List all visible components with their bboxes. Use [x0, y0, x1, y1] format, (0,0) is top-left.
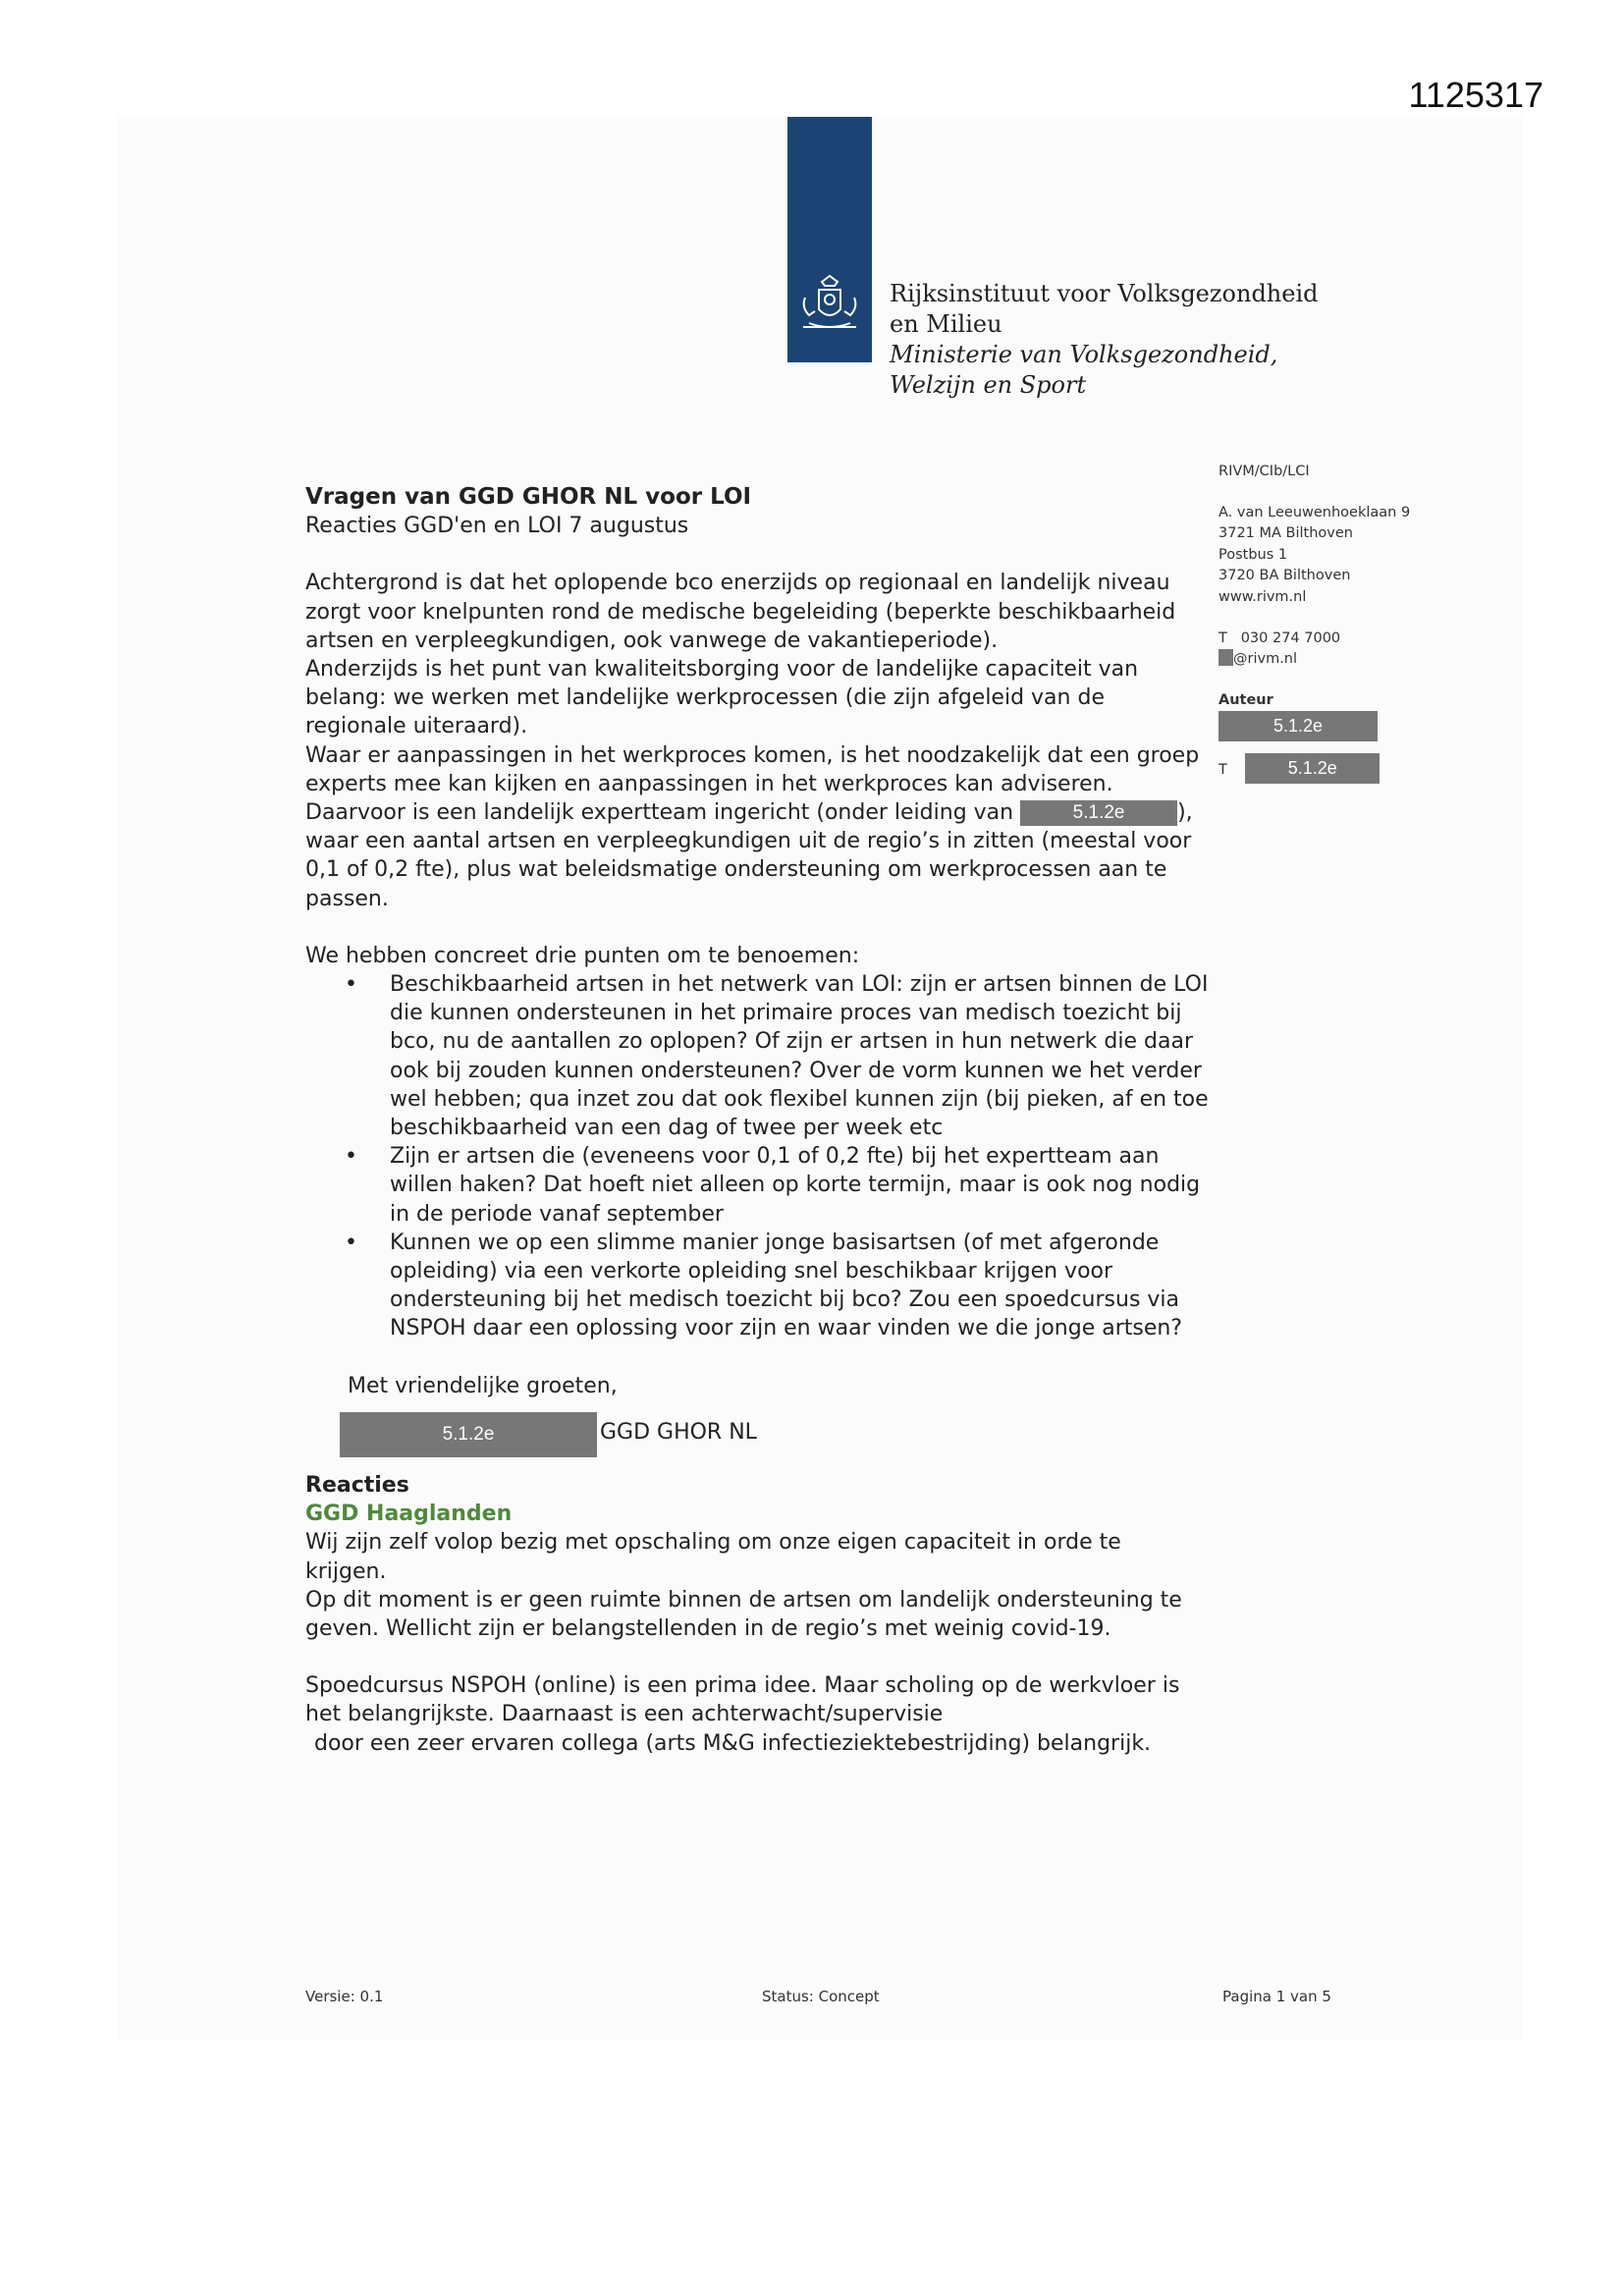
website: www.rivm.nl	[1218, 588, 1307, 605]
points-intro: We hebben concreet drie punten om te benoemen:	[305, 943, 860, 968]
address-line-4: 3720 BA Bilthoven	[1218, 568, 1351, 584]
reaction-paragraph-2: Op dit moment is er geen ruimte binnen de artsen om landelijk ondersteuning te geven. Wellicht zijn er belangstellenden in de regio’s met weinig covid-19.	[305, 1587, 1182, 1641]
paragraph-expertteam-start: Waar er aanpassingen in het werkproces komen, is het noodzakelijk dat een groep experts mee kan kijken en aanpassingen in het werkproces kan adviseren. Daarvoor is een landelijk expertteam ingericht (onder leiding van	[305, 742, 1200, 826]
ministry-line-1: Ministerie van Volksgezondheid,	[890, 341, 1278, 368]
ggd-haaglanden-heading: GGD Haaglanden	[305, 1502, 513, 1527]
email-suffix: @rivm.nl	[1233, 651, 1298, 668]
list-item: • Kunnen we op een slimme manier jonge basisartsen (of met afgeronde opleiding) via een verkorte opleiding snel beschikbaar krijgen voor ondersteuning bij het medisch toezicht bij bco? Zou een spoedcursus via NSPOH daar een oplossing voor zijn en waar vinden we die jonge artsen?	[390, 1229, 1209, 1343]
rijksoverheid-logo	[787, 117, 872, 362]
phone-label: T	[1218, 629, 1227, 646]
list-item: • Beschikbaarheid artsen in het netwerk van LOI: zijn er artsen binnen de LOI die kunnen ondersteunen in het primaire proces van medisch toezicht bij bco, nu de aantallen zo oplopen? Of zijn er artsen in hun netwerk die daar ook bij zouden kunnen ondersteunen? Over de vorm kunnen we het verder wel hebben; qua inzet zou dat ook flexibel kunnen zijn (bij pieken, af en toe beschikbaarheid van een dag of twee per week etc	[390, 970, 1209, 1142]
lead-redaction: 5.1.2e	[1020, 800, 1177, 826]
reaction-paragraph-3-line-2: door een zeer ervaren collega (arts M&G infectieziektebestrijding) belangrijk.	[314, 1730, 1152, 1756]
footer-page-number: Pagina 1 van 5	[1222, 1988, 1331, 2005]
reaction-paragraph-3	[305, 1671, 1209, 1758]
organization-name	[890, 279, 1319, 401]
footer-status: Status: Concept	[762, 1988, 880, 2005]
author-redaction: 5.1.2e	[1218, 711, 1378, 741]
reaction-paragraph-3-line-1: Spoedcursus NSPOH (online) is een prima idee. Maar scholing op de werkvloer is het belangrijkste. Daarnaast is een achterwacht/supervisie	[305, 1673, 1180, 1727]
author-label: Auteur	[1218, 691, 1273, 708]
address-line-2: 3721 MA Bilthoven	[1218, 525, 1353, 542]
reacties-heading: Reacties	[305, 1472, 409, 1498]
paragraph-background: Achtergrond is dat het oplopende bco enerzijds op regionaal en landelijk niveau zorgt voor knelpunten rond de medische begeleiding (beperkte beschikbaarheid artsen en verpleegkundigen, ook vanwege de vakantieperiode).	[305, 571, 1176, 653]
coat-of-arms-icon	[795, 272, 864, 339]
paragraph-expertteam	[305, 741, 1209, 913]
address-line-1: A. van Leeuwenhoeklaan 9	[1218, 504, 1411, 520]
letter-body	[305, 483, 1209, 1758]
reaction-paragraph-1: Wij zijn zelf volop bezig met opschaling om onze eigen capaciteit in orde te krijgen.	[305, 1530, 1121, 1584]
phone-number: 030 274 7000	[1240, 629, 1341, 646]
phone-row	[1218, 629, 1474, 650]
email-row	[1218, 649, 1474, 671]
org-line-2: en Milieu	[890, 310, 1002, 338]
author-phone-redaction: 5.1.2e	[1245, 753, 1380, 784]
department: RIVM/CIb/LCI	[1218, 464, 1310, 479]
subtitle: Reacties GGD'en en LOI 7 augustus	[305, 514, 689, 539]
email-redaction	[1218, 649, 1233, 666]
points-list	[305, 970, 1209, 1343]
paragraph-expertteam-end: ), waar een aantal artsen en verpleegkundigen uit de regio’s in zitten (meestal voor 0,1 of 0,2 fte), plus wat beleidsmatige ondersteuning om werkprocessen aan te passen.	[305, 800, 1193, 911]
greeting: Met vriendelijke groeten,	[348, 1373, 618, 1398]
list-item: • Zijn er artsen die (eveneens voor 0,1 of 0,2 fte) bij het expertteam aan willen haken? Dat hoeft niet alleen op korte termijn, maar is ook nog nodig in de periode vanaf september	[390, 1142, 1209, 1229]
org-line-1: Rijksinstituut voor Volksgezondheid	[890, 280, 1319, 307]
address-line-3: Postbus 1	[1218, 546, 1288, 563]
footer-version: Versie: 0.1	[305, 1988, 384, 2005]
signer-org: GGD GHOR NL	[600, 1419, 757, 1445]
signer-redaction: 5.1.2e	[340, 1412, 597, 1457]
sidebar-contact	[1218, 462, 1474, 784]
signature	[305, 1412, 1209, 1457]
author-phone-label: T	[1218, 762, 1227, 779]
page-title: Vragen van GGD GHOR NL voor LOI	[305, 484, 752, 510]
document-number: 1125317	[1408, 75, 1543, 115]
paragraph-quality: Anderzijds is het punt van kwaliteitsborging voor de landelijke capaciteit van belang: we werken met landelijke werkprocessen (die zijn afgeleid van de regionale uiteraard).	[305, 657, 1139, 739]
ministry-line-2: Welzijn en Sport	[890, 371, 1087, 399]
